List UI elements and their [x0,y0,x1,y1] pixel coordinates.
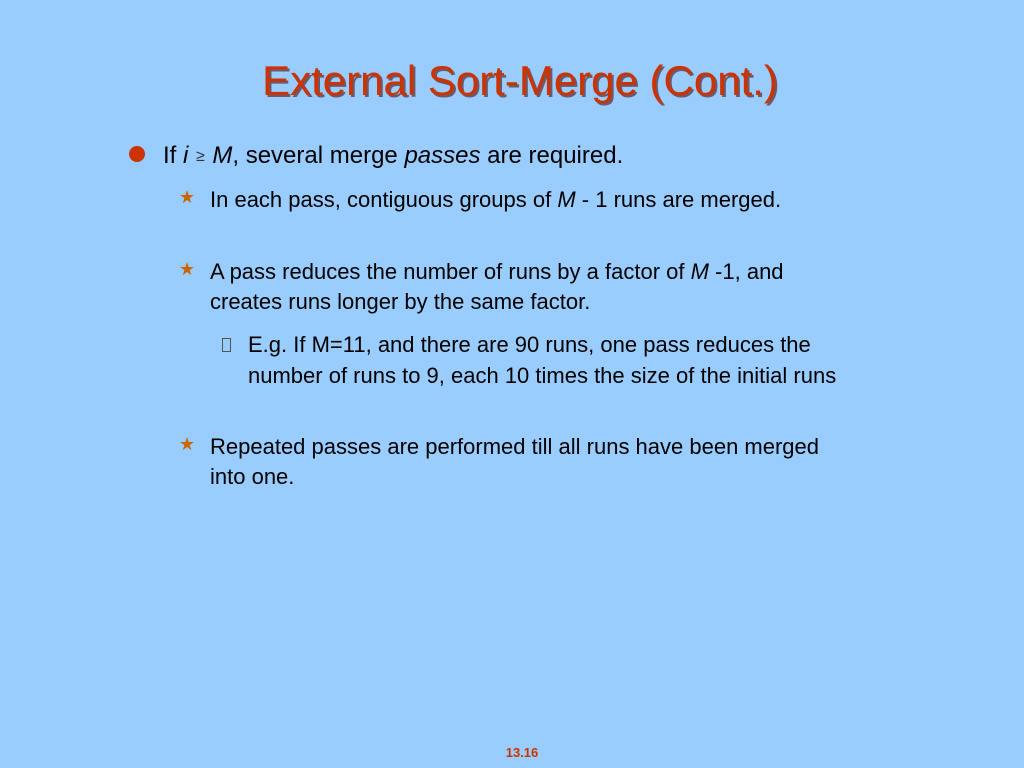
box-bullet-icon [222,338,231,352]
text-suffix: are required. [480,142,624,169]
bullet-level1 [129,140,849,173]
text-suffix: -1, and creates runs longer by the same factor. [210,259,784,314]
text-prefix: A pass reduces the number of runs by a factor of [210,259,691,284]
sub-bullet-2 [179,257,839,317]
variable-m: M [690,259,709,284]
sub-bullet-text [210,257,839,317]
star-icon: ★ [179,434,196,454]
term-passes: passes [404,142,481,169]
sub-bullet-1 [179,185,839,215]
bullet-disc-icon [129,146,145,162]
text-suffix: - 1 runs are merged. [575,187,782,212]
sub-bullet-text: Repeated passes are performed till all runs have been merged into one. [210,434,820,489]
page-number: 13.16 [505,745,539,760]
star-icon: ★ [179,187,196,207]
example-text: E.g. If M=11, and there are 90 runs, one pass reduces the number of runs to 9, each 10 times the size of the initial runs [248,332,837,388]
sub-bullet-3 [179,432,839,492]
variable-i: i [183,142,189,169]
text-middle: , several merge [232,142,405,169]
sub-bullet-text [210,185,839,215]
text-prefix: If [163,142,184,169]
variable-m: M [557,187,576,212]
text-prefix: In each pass, contiguous groups of [210,187,558,212]
symbol-icon: ≥ [195,148,205,165]
sub-sub-bullet-example [219,330,839,391]
variable-m: M [212,142,233,169]
star-icon: ★ [179,259,196,279]
slide-title: External Sort-Merge (Cont.) [262,57,778,104]
bullet-text [163,140,849,173]
